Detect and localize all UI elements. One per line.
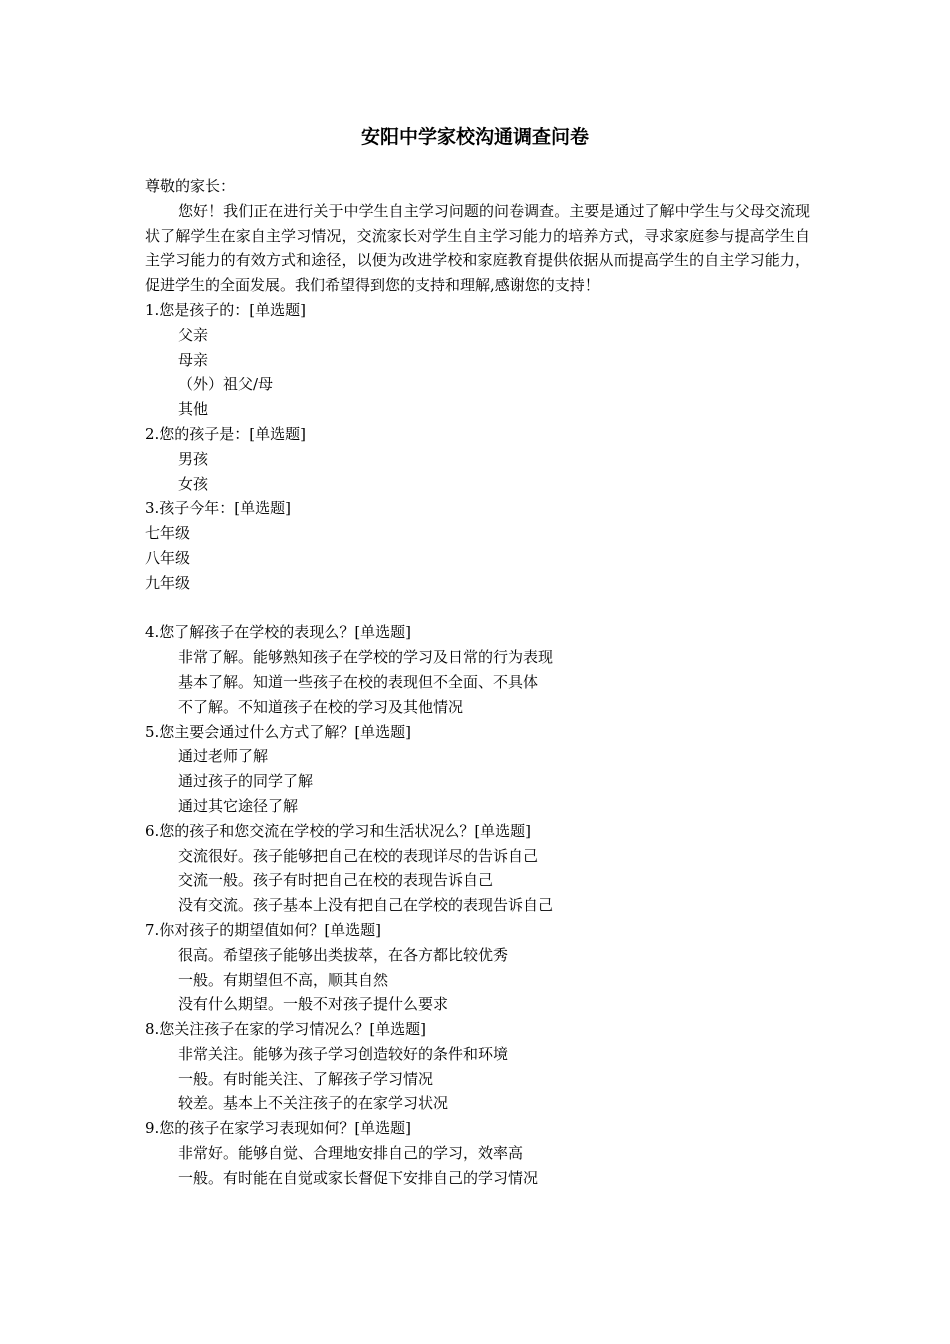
question-3: 3.孩子今年：[单选题] bbox=[145, 499, 292, 518]
option: 一般。有时能关注、了解孩子学习情况 bbox=[178, 1069, 434, 1088]
option: 七年级 bbox=[145, 524, 191, 543]
option: 交流一般。孩子有时把自己在校的表现告诉自己 bbox=[178, 871, 494, 890]
option: 一般。有时能在自觉或家长督促下安排自己的学习情况 bbox=[178, 1168, 539, 1187]
option: 男孩 bbox=[178, 449, 209, 468]
question-5: 5.您主要会通过什么方式了解？[单选题] bbox=[145, 722, 412, 741]
option: 通过老师了解 bbox=[178, 747, 269, 766]
option: 非常好。能够自觉、合理地安排自己的学习，效率高 bbox=[178, 1144, 524, 1163]
option: 一般。有期望但不高，顺其自然 bbox=[178, 970, 389, 989]
option: 很高。希望孩子能够出类拔萃，在各方都比较优秀 bbox=[178, 945, 509, 964]
option: 通过其它途径了解 bbox=[178, 796, 299, 815]
option: （外）祖父/母 bbox=[178, 375, 274, 394]
blank-line bbox=[145, 596, 810, 621]
option: 不了解。不知道孩子在校的学习及其他情况 bbox=[178, 697, 464, 716]
option: 女孩 bbox=[178, 474, 209, 493]
option: 父亲 bbox=[178, 325, 209, 344]
question-2: 2.您的孩子是：[单选题] bbox=[145, 424, 307, 443]
question-9: 9.您的孩子在家学习表现如何？[单选题] bbox=[145, 1119, 412, 1138]
document-title: 安阳中学家校沟通调查问卷 bbox=[360, 126, 589, 148]
intro-paragraph: 您好！我们正在进行关于中学生自主学习问题的问卷调查。主要是通过了解中学生与父母交流现状了解学生在家自主学习情况，交流家长对学生自主学习能力的培养方式，寻求家庭参与提高学生自主学习能力的有效方式和途径，以便为改进学校和家庭教育提供依据从而提高学生的自主学习能力，促进学生的全面发展。我们希望得到您的支持和理解,感谢您的支持！ bbox=[145, 201, 810, 295]
option: 没有交流。孩子基本上没有把自己在学校的表现告诉自己 bbox=[178, 896, 554, 915]
option: 交流很好。孩子能够把自己在校的表现详尽的告诉自己 bbox=[178, 846, 539, 865]
option: 较差。基本上不关注孩子的在家学习状况 bbox=[178, 1094, 449, 1113]
option: 母亲 bbox=[178, 350, 209, 369]
question-6: 6.您的孩子和您交流在学校的学习和生活状况么？[单选题] bbox=[145, 821, 532, 840]
question-4: 4.您了解孩子在学校的表现么？[单选题] bbox=[145, 623, 412, 642]
option: 九年级 bbox=[145, 573, 191, 592]
survey-content bbox=[145, 174, 810, 1191]
question-7: 7.你对孩子的期望值如何？[单选题] bbox=[145, 920, 382, 939]
greeting: 尊敬的家长： bbox=[145, 177, 236, 195]
option: 非常关注。能够为孩子学习创造较好的条件和环境 bbox=[178, 1044, 509, 1063]
option: 没有什么期望。一般不对孩子提什么要求 bbox=[178, 995, 449, 1014]
question-8: 8.您关注孩子在家的学习情况么？[单选题] bbox=[145, 1020, 427, 1039]
option: 其他 bbox=[178, 400, 209, 419]
option: 基本了解。知道一些孩子在校的表现但不全面、不具体 bbox=[178, 672, 539, 691]
question-1: 1.您是孩子的：[单选题] bbox=[145, 300, 307, 319]
option: 通过孩子的同学了解 bbox=[178, 772, 314, 791]
option: 非常了解。能够熟知孩子在学校的学习及日常的行为表现 bbox=[178, 648, 554, 667]
option: 八年级 bbox=[145, 548, 191, 567]
